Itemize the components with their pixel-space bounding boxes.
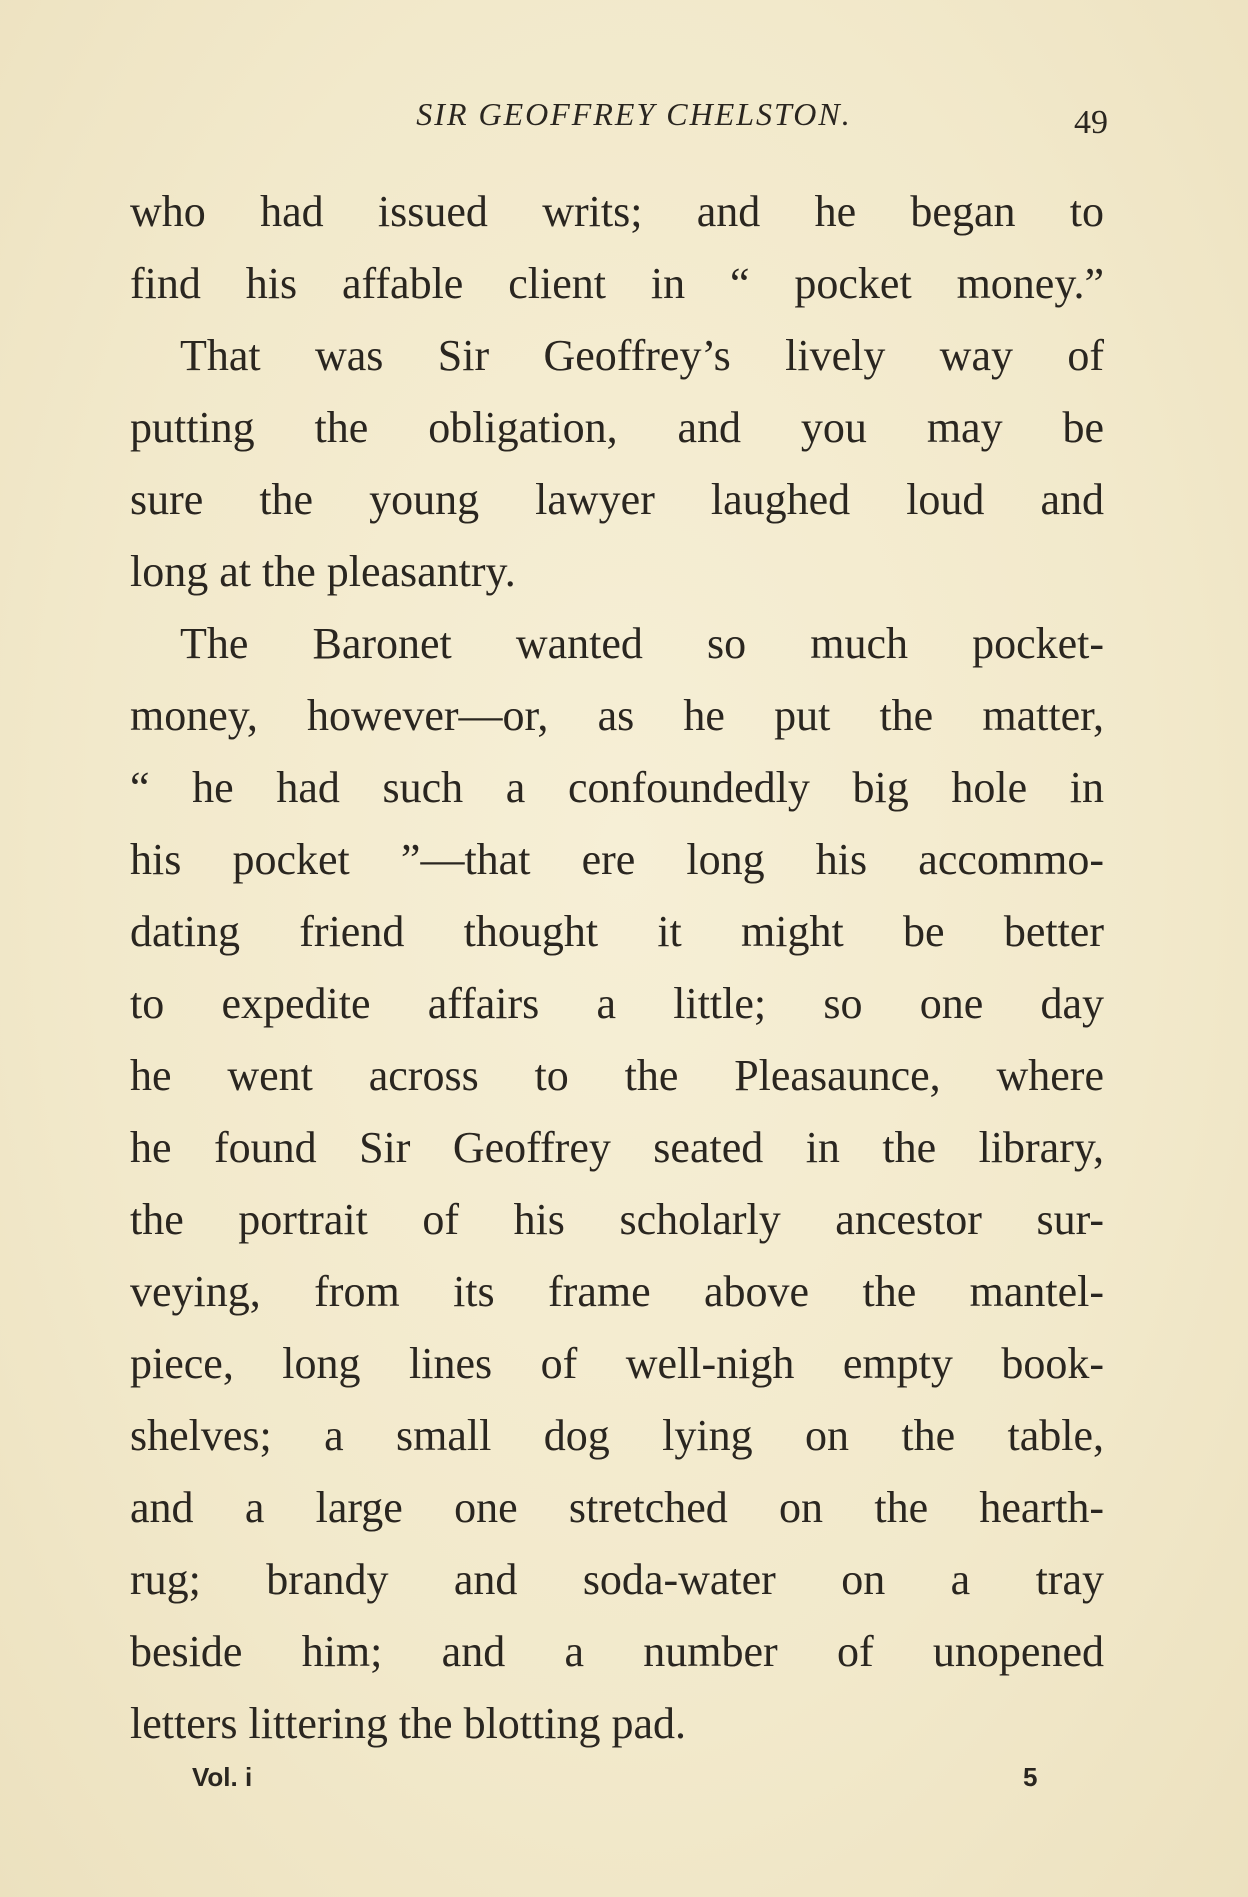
page-footer: [0, 1762, 1248, 1802]
text-line: veying, from its frame above the mantel-: [130, 1267, 1104, 1316]
text-line: find his affable client in “ pocket money.”: [130, 259, 1104, 308]
text-line: The Baronet wanted so much pocket-: [180, 619, 1104, 668]
text-line: dating friend thought it might be better: [130, 907, 1104, 956]
text-line: That was Sir Geoffrey’s lively way of: [180, 331, 1104, 380]
text-line: putting the obligation, and you may be: [130, 403, 1104, 452]
text-line: sure the young lawyer laughed loud and: [130, 475, 1104, 524]
text-line: his pocket ”—that ere long his accommo-: [130, 835, 1104, 884]
text-line: letters littering the blotting pad.: [130, 1699, 686, 1748]
text-line: rug; brandy and soda-water on a tray: [130, 1555, 1104, 1604]
text-line: “ he had such a confoundedly big hole in: [130, 763, 1104, 812]
text-line: and a large one stretched on the hearth-: [130, 1483, 1104, 1532]
text-line: shelves; a small dog lying on the table,: [130, 1411, 1104, 1460]
text-line: beside him; and a number of unopened: [130, 1627, 1104, 1676]
signature-mark: 5: [1023, 1762, 1038, 1792]
text-line: who had issued writs; and he began to: [130, 187, 1104, 236]
body-text: [130, 176, 1104, 1760]
text-line: long at the pleasantry.: [130, 547, 516, 596]
running-title: SIR GEOFFREY CHELSTON.: [416, 96, 852, 132]
text-line: to expedite affairs a little; so one day: [130, 979, 1104, 1028]
text-line: he went across to the Pleasaunce, where: [130, 1051, 1104, 1100]
text-line: money, however—or, as he put the matter,: [130, 691, 1104, 740]
text-line: piece, long lines of well-nigh empty book-: [130, 1339, 1104, 1388]
text-line: he found Sir Geoffrey seated in the library,: [130, 1123, 1104, 1172]
page-header: [0, 96, 1248, 146]
page-number: 49: [1074, 104, 1108, 141]
text-line: the portrait of his scholarly ancestor sur-: [130, 1195, 1104, 1244]
volume-signature: Vol. i: [192, 1762, 253, 1792]
